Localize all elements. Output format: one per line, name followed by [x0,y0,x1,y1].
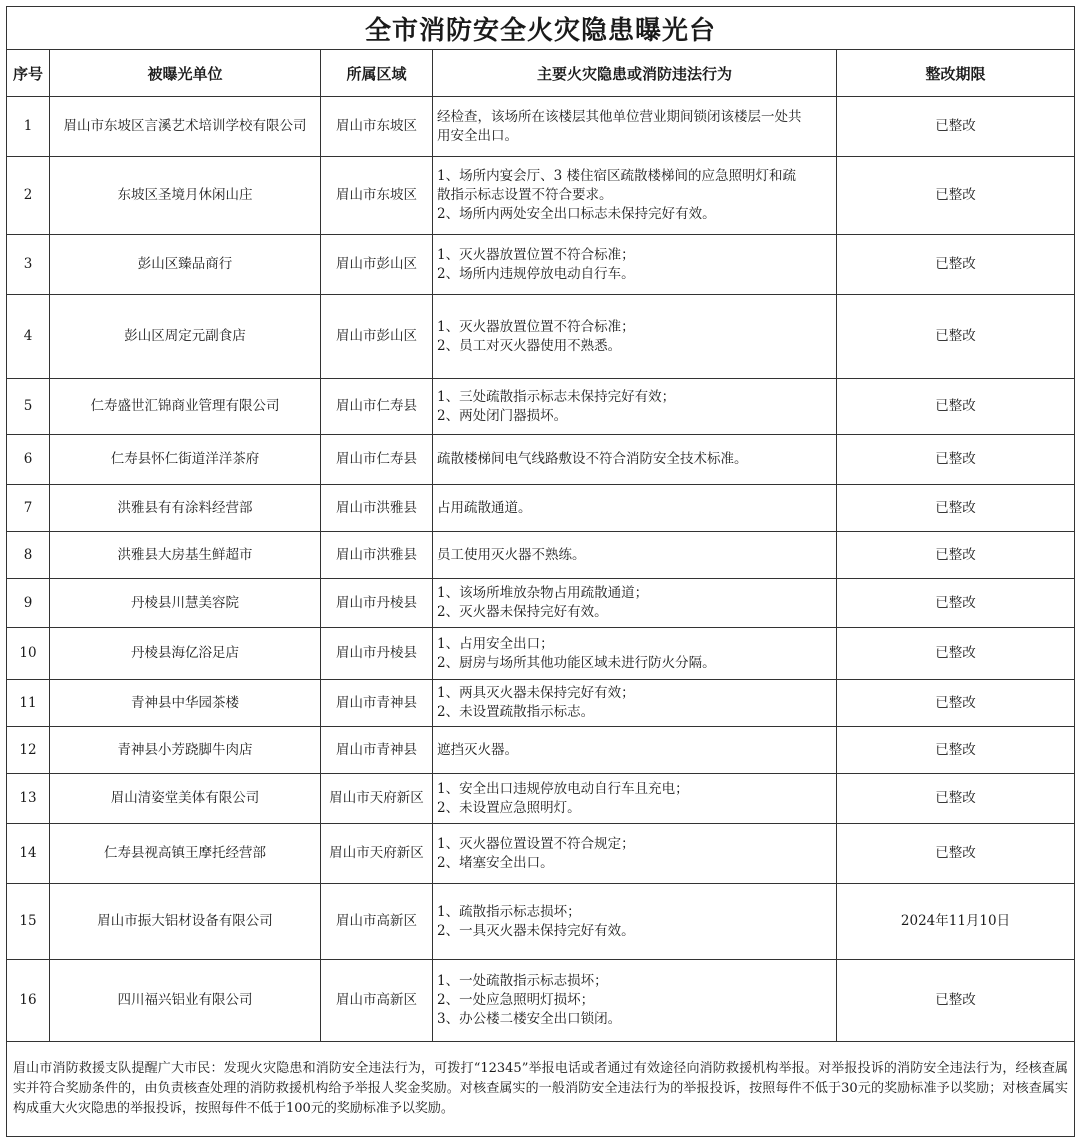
area-name: 眉山市天府新区 [321,824,433,884]
column-header-number: 序号 [7,50,50,97]
area-name: 眉山市洪雅县 [321,485,433,532]
issue-line: 1、一处疏散指示标志损坏； [437,973,608,989]
issue-line: 1、安全出口违规停放电动自行车且充电； [437,780,689,797]
issue-description [433,485,837,532]
deadline-status: 已整改 [837,960,1075,1042]
issue-line: 2、场所内违规停放电动自行车。 [437,265,635,282]
column-header-deadline: 整改期限 [837,50,1075,97]
row-number: 2 [7,157,50,235]
unit-name: 丹棱县海亿浴足店 [50,628,321,680]
issue-line: 用安全出口。 [437,127,518,144]
issue-line: 2、一具灭火器未保持完好有效。 [437,922,635,939]
unit-name: 眉山清姿堂美体有限公司 [50,774,321,824]
table-row [7,235,1075,295]
row-number: 12 [7,727,50,774]
hazard-exposure-table [6,6,1075,1137]
reporting-notice: 眉山市消防救援支队提醒广大市民：发现火灾隐患和消防安全违法行为，可拨打“12345”举报电话或者通过有效途径向消防救援机构举报。对举报投诉的消防安全违法行为，经核查属实并符合奖励条件的，由负责核查处理的消防救援机构给予举报人奖金奖励。对核查属实的一般消防安全违法行为的举报投诉，按照每件不低于30元的奖励标准予以奖励；对核查属实构成重大火灾隐患的举报投诉，按照每件不低于100元的奖励标准予以奖励。 [7,1042,1075,1137]
unit-name: 四川福兴铝业有限公司 [50,960,321,1042]
unit-name: 洪雅县有有涂料经营部 [50,485,321,532]
deadline-status: 已整改 [837,485,1075,532]
issue-line: 1、三处疏散指示标志未保持完好有效； [437,388,676,405]
deadline-status: 已整改 [837,774,1075,824]
unit-name: 仁寿县视高镇王摩托经营部 [50,824,321,884]
header-row [7,50,1075,97]
column-header-unit: 被曝光单位 [50,50,321,97]
area-name: 眉山市天府新区 [321,774,433,824]
issue-line: 2、一处应急照明灯损坏； [437,992,595,1008]
issue-description [433,628,837,680]
issue-description [433,884,837,960]
deadline-status: 已整改 [837,295,1075,379]
area-name: 眉山市彭山区 [321,235,433,295]
issue-line: 散指示标志设置不符合要求。 [437,187,613,203]
table-row [7,485,1075,532]
row-number: 15 [7,884,50,960]
deadline-status: 已整改 [837,532,1075,579]
row-number: 14 [7,824,50,884]
unit-name: 彭山区周定元副食店 [50,295,321,379]
area-name: 眉山市洪雅县 [321,532,433,579]
issue-line: 1、两具灭火器未保持完好有效； [437,685,635,701]
issue-line: 遮挡灭火器。 [437,741,518,758]
area-name: 眉山市东坡区 [321,97,433,157]
deadline-status: 已整改 [837,97,1075,157]
issue-line: 1、灭火器放置位置不符合标准； [437,246,635,263]
unit-name: 仁寿盛世汇锦商业管理有限公司 [50,379,321,435]
row-number: 13 [7,774,50,824]
issue-line: 1、占用安全出口； [437,635,554,652]
unit-name: 丹棱县川慧美容院 [50,579,321,628]
issue-line: 疏散楼梯间电气线路敷设不符合消防安全技术标准。 [437,451,748,467]
deadline-status: 已整改 [837,628,1075,680]
area-name: 眉山市高新区 [321,884,433,960]
unit-name: 洪雅县大房基生鲜超市 [50,532,321,579]
column-header-area: 所属区域 [321,50,433,97]
area-name: 眉山市仁寿县 [321,379,433,435]
issue-line: 2、两处闭门器损坏。 [437,407,568,424]
issue-description [433,532,837,579]
area-name: 眉山市仁寿县 [321,435,433,485]
table-row [7,532,1075,579]
footer-row [7,1042,1075,1137]
issue-line: 3、办公楼二楼安全出口锁闭。 [437,1011,622,1027]
row-number: 6 [7,435,50,485]
table-row [7,824,1075,884]
issue-description [433,960,837,1042]
issue-description [433,680,837,727]
issue-description [433,97,837,157]
unit-name: 青神县小芳跷脚牛肉店 [50,727,321,774]
issue-line: 占用疏散通道。 [437,499,532,516]
deadline-status: 已整改 [837,579,1075,628]
table-row [7,960,1075,1042]
row-number: 16 [7,960,50,1042]
issue-line: 2、厨房与场所其他功能区域未进行防火分隔。 [437,654,716,671]
issue-line: 员工使用灭火器不熟练。 [437,546,586,563]
unit-name: 彭山区臻品商行 [50,235,321,295]
deadline-status: 已整改 [837,435,1075,485]
row-number: 10 [7,628,50,680]
deadline-status: 2024年11月10日 [837,884,1075,960]
area-name: 眉山市丹棱县 [321,628,433,680]
issue-line: 2、员工对灭火器使用不熟悉。 [437,337,622,354]
unit-name: 眉山市东坡区言溪艺术培训学校有限公司 [50,97,321,157]
table-row [7,680,1075,727]
deadline-status: 已整改 [837,157,1075,235]
unit-name: 青神县中华园茶楼 [50,680,321,727]
table-row [7,774,1075,824]
issue-line: 1、灭火器放置位置不符合标准； [437,318,635,335]
issue-description [433,727,837,774]
area-name: 眉山市青神县 [321,727,433,774]
unit-name: 东坡区圣境月休闲山庄 [50,157,321,235]
unit-name: 仁寿县怀仁街道洋洋茶府 [50,435,321,485]
table-row [7,379,1075,435]
issue-description [433,379,837,435]
deadline-status: 已整改 [837,680,1075,727]
row-number: 8 [7,532,50,579]
row-number: 1 [7,97,50,157]
issue-line: 1、该场所堆放杂物占用疏散通道； [437,585,649,601]
issue-line: 2、场所内两处安全出口标志未保持完好有效。 [437,206,716,222]
table-row [7,628,1075,680]
table-row [7,97,1075,157]
page-title: 全市消防安全火灾隐患曝光台 [7,7,1075,50]
issue-description [433,824,837,884]
issue-description [433,579,837,628]
area-name: 眉山市丹棱县 [321,579,433,628]
area-name: 眉山市东坡区 [321,157,433,235]
table-row [7,157,1075,235]
column-header-issues: 主要火灾隐患或消防违法行为 [433,50,837,97]
area-name: 眉山市高新区 [321,960,433,1042]
deadline-status: 已整改 [837,727,1075,774]
table-row [7,727,1075,774]
issue-description [433,435,837,485]
issue-line: 2、未设置疏散指示标志。 [437,704,595,720]
issue-line: 1、场所内宴会厅、3 楼住宿区疏散楼梯间的应急照明灯和疏 [437,168,796,184]
table-row [7,884,1075,960]
row-number: 9 [7,579,50,628]
issue-line: 2、未设置应急照明灯。 [437,799,581,816]
issue-description [433,774,837,824]
title-row [7,7,1075,50]
row-number: 5 [7,379,50,435]
issue-line: 1、灭火器位置设置不符合规定； [437,835,635,852]
area-name: 眉山市彭山区 [321,295,433,379]
unit-name: 眉山市振大铝材设备有限公司 [50,884,321,960]
table-row [7,295,1075,379]
issue-description [433,235,837,295]
table-row [7,579,1075,628]
issue-description [433,157,837,235]
deadline-status: 已整改 [837,824,1075,884]
issue-line: 1、疏散指示标志损坏； [437,903,581,920]
row-number: 3 [7,235,50,295]
issue-description [433,295,837,379]
row-number: 7 [7,485,50,532]
area-name: 眉山市青神县 [321,680,433,727]
deadline-status: 已整改 [837,379,1075,435]
deadline-status: 已整改 [837,235,1075,295]
row-number: 4 [7,295,50,379]
issue-line: 2、堵塞安全出口。 [437,854,554,871]
issue-line: 2、灭火器未保持完好有效。 [437,604,608,620]
table-row [7,435,1075,485]
row-number: 11 [7,680,50,727]
issue-line: 经检查，该场所在该楼层其他单位营业期间锁闭该楼层一处共 [437,108,802,125]
